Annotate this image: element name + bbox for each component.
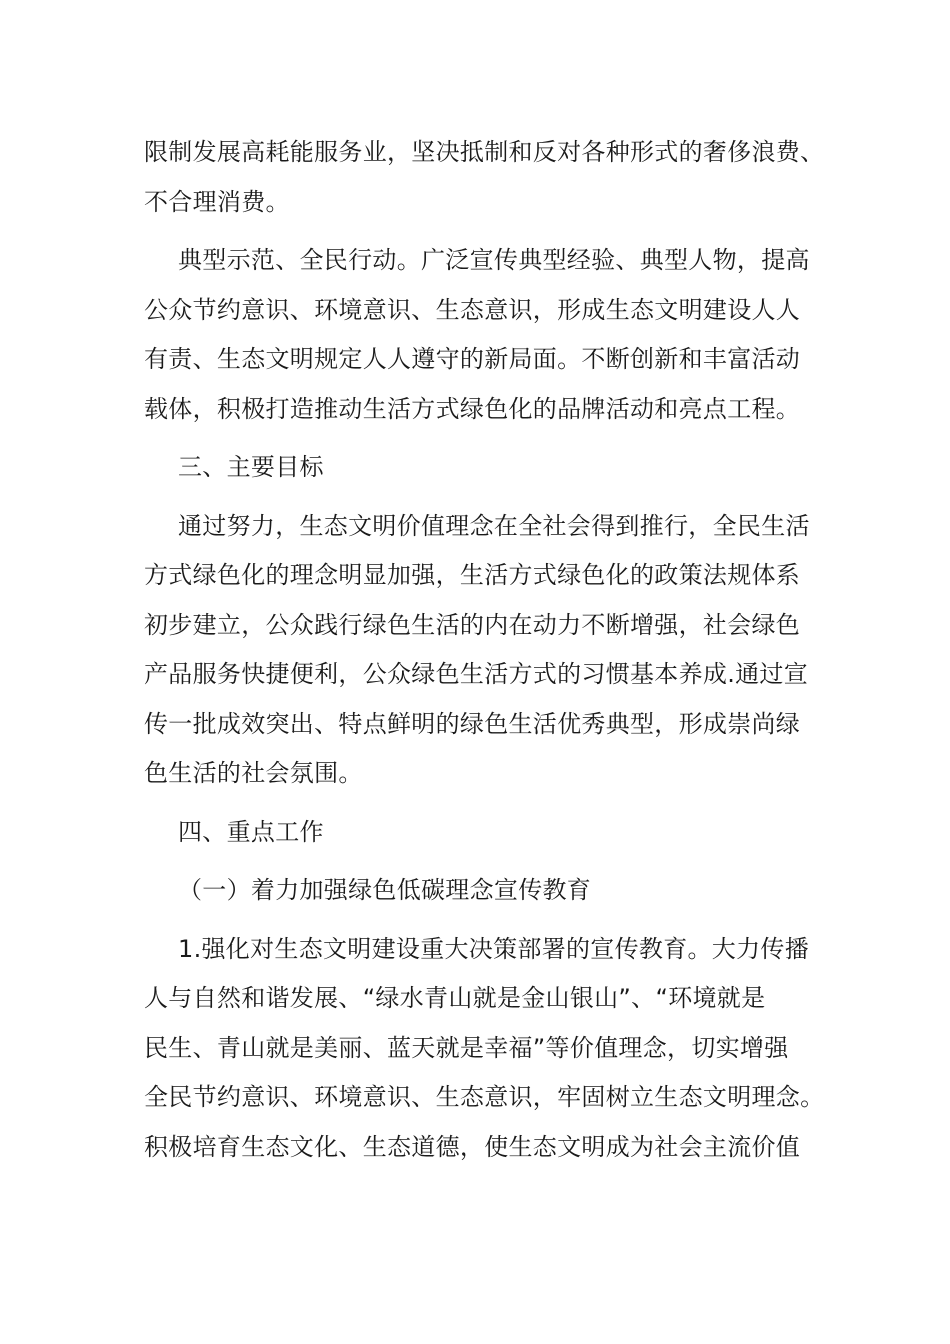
section-heading: 三、主要目标 (178, 453, 324, 481)
paragraph-line: 公众节约意识、环境意识、生态意识，形成生态文明建设人人 (144, 295, 801, 324)
paragraph-line: 人与自然和谐发展、“绿水青山就是金山银山”、“环境就是 (144, 984, 766, 1012)
paragraph-line: 方式绿色化的理念明显加强，生活方式绿色化的政策法规体系 (144, 561, 801, 589)
paragraph-line: 限制发展高耗能服务业，坚决抵制和反对各种形式的奢侈浪费、 (144, 138, 825, 166)
paragraph-line: 有责、生态文明规定人人遵守的新局面。不断创新和丰富活动 (144, 345, 801, 373)
paragraph-line: 积极培育生态文化、生态道德，使生态文明成为社会主流价值 (144, 1132, 801, 1161)
paragraph-line: 通过努力，生态文明价值理念在全社会得到推行，全民生活 (178, 511, 810, 540)
paragraph-line: 1.强化对生态文明建设重大决策部署的宣传教育。大力传播 (178, 934, 809, 963)
paragraph-line: 色生活的社会氛围。 (144, 759, 363, 787)
paragraph-line: 民生、青山就是美丽、蓝天就是幸福”等价值理念，切实增强 (144, 1033, 789, 1062)
section-heading: 四、重点工作 (178, 817, 324, 846)
paragraph-line: 典型示范、全民行动。广泛宣传典型经验、典型人物，提高 (178, 246, 810, 274)
paragraph-line: 全民节约意识、环境意识、生态意识，牢固树立生态文明理念。 (144, 1083, 825, 1111)
paragraph-line: 传一批成效突出、特点鲜明的绿色生活优秀典型，形成崇尚绿 (144, 709, 801, 738)
document-page (144, 128, 825, 1172)
paragraph-line: 载体，积极打造推动生活方式绿色化的品牌活动和亮点工程。 (144, 394, 801, 423)
paragraph-line: 不合理消费。 (144, 187, 290, 216)
paragraph-line: 产品服务快捷便利，公众绿色生活方式的习惯基本养成.通过宣 (144, 660, 809, 688)
subsection-heading: （一）着力加强绿色低碳理念宣传教育 (178, 876, 592, 904)
paragraph-line: 初步建立，公众践行绿色生活的内在动力不断增强，社会绿色 (144, 610, 801, 639)
